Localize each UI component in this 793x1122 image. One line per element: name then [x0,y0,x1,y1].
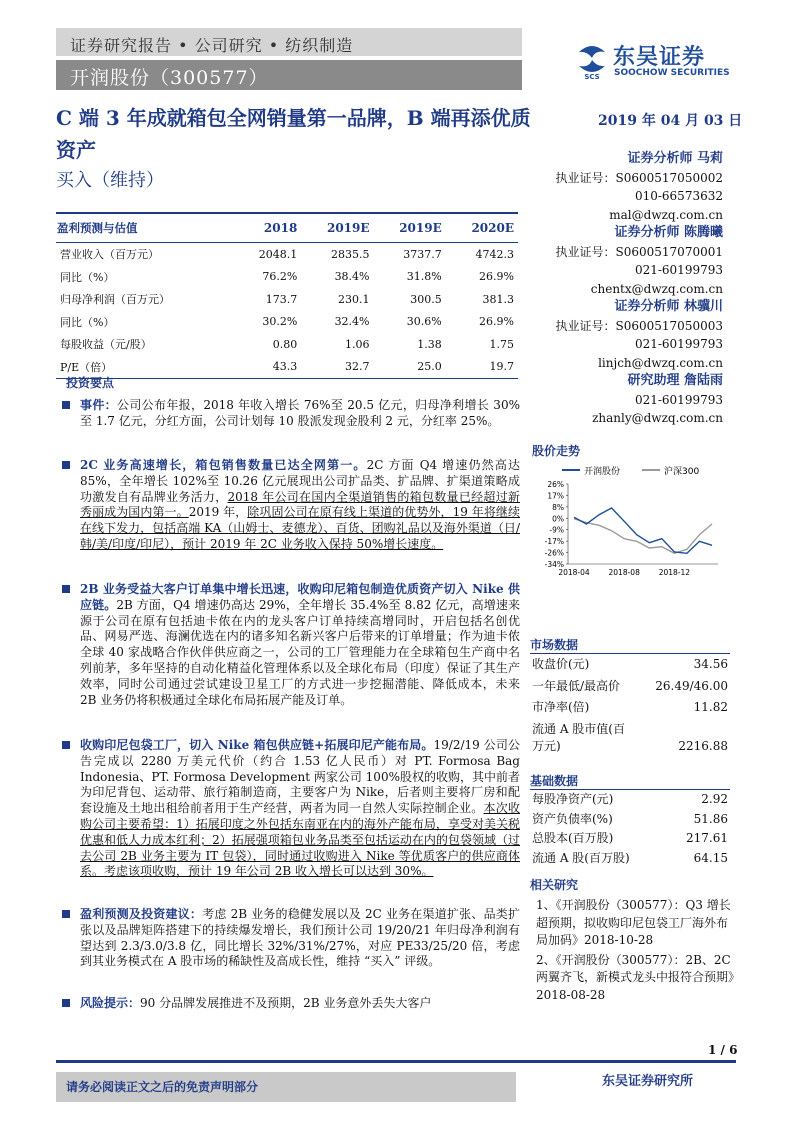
table-cell: 4742.3 [475,247,514,261]
analyst-role: 研究助理 詹陆雨 [627,373,723,388]
logo-cn-text: 东吴证券 [613,45,706,70]
table-cell: 同比（%） [60,315,115,329]
basic-data-table [530,789,730,868]
y-tick-label: -17% [544,537,564,547]
table-cell: 一年最低/最高价 [532,678,621,693]
table-cell: 26.9% [479,270,514,284]
bullet-text: 考虑 2B 业务的稳健发展以及 2C 业务在渠道扩张、品类扩张以及品牌矩阵搭建下的持续爆发增长，我们预计公司 19/20/21 年归母净利润有望达到 2.3/3.0/3.8 亿，同比增长 32%/31%/27%，对应 PE33/25/20 倍，考虑到其业务模式在 A 股市场的稀缺性及高成长性，维持 “买入” 评级。 [80,907,520,969]
table-cell: 11.82 [693,700,728,714]
bullet-heading: 风险提示： [80,996,141,1010]
market-data-table [530,653,730,758]
bullet-text: 2B 方面，Q4 增速仍高达 29%，全年增长 35.4%至 8.82 亿元，高增速来源于公司在原有包括迪卡侬在内的龙头客户订单持续高增同时，开启包括名创优品、网易严选、海澜优选在内的诸多知名新兴客户后带来的订单增量；作为迪卡侬全球 40 家战略合作伙伴供应商之一，公司的工厂管理能力在全球箱包生产商中名列前茅，多年坚持的自动化精益化管理体系以及全球化布局（印度）保证了其生产效率，同时公司通过尝试建设卫星工厂的方式进一步挖掘潜能、降低成本，未来 2B 业务仍将积极通过全球化布局拓展产能及订单。 [80,597,520,707]
table-cell: 流通 A 股市值(百万元) [532,721,625,753]
analyst-2 [540,224,723,298]
bullet-heading: 事件： [80,398,117,412]
analyst-phone: 021-60199793 [634,263,723,277]
table-cell: 25.0 [374,356,446,379]
logo-en-text: SOOCHOW SECURITIES [614,68,730,78]
table-row [56,243,518,266]
table-header-cell: 2019E [374,213,446,243]
bullet-event [62,398,520,430]
analyst-phone: 021-60199793 [634,337,723,351]
analyst-phone: 021-60199793 [634,392,723,407]
report-date: 2019 年 04 月 03 日 [598,113,743,129]
table-cell: 营业收入（百万元） [60,248,159,262]
investment-title: 投资要点 [66,376,115,390]
analyst-email[interactable]: zhanly@dwzq.com.cn [592,411,723,425]
table-row [530,719,730,758]
bullet-2b [62,582,520,708]
series-line-index [574,519,712,554]
analyst-email[interactable]: chentx@dwzq.com.cn [590,281,723,296]
footer-disclaimer[interactable]: 请务必阅读正文之后的免责声明部分 [66,1080,259,1094]
table-cell: 32.7 [301,356,373,379]
table-header-cell: 2019E [301,213,373,243]
table-row [530,654,730,676]
analyst-email[interactable]: linjch@dwzq.com.cn [598,355,723,370]
table-cell: 76.2% [262,270,298,284]
report-title: C 端 3 年成就箱包全网销量第一品牌，B 端再添优质资产 [56,106,531,162]
bullet-2c [62,458,520,553]
table-cell: 26.49/46.00 [655,678,728,693]
table-row [56,311,518,334]
table-cell: 217.61 [686,831,728,845]
table-cell: 30.2% [262,315,298,329]
company-name: 开润股份（300577） [70,67,269,89]
y-tick-label: 8% [552,502,564,512]
analyst-role: 证券分析师 林骥川 [614,299,723,314]
basic-data-title: 基础数据 [530,774,579,788]
bullet-underlined-text: 除巩固公司在原有线上渠道的优势外，19 年将继续在线下发力，包括高端 KA（山姆士、麦德龙）、百货、团购礼品以及海外渠道（日/韩/美/印度/印尼），预计 2019 年 2C 业务收入保持 50%增长速度。 [80,505,520,551]
table-cell: 300.5 [410,292,442,306]
related-research-title: 相关研究 [530,878,579,892]
related-research-link[interactable]: 2、《开润股份（300577）：2B、2C 两翼齐飞，新模式龙头中报符合预期》2018-08-28 [536,952,735,1002]
table-cell: 流通 A 股(百万股) [532,850,630,865]
table-cell: 31.8% [406,270,442,284]
table-header-cell: 盈利预测与估值 [56,213,235,243]
analyst-license: 执业证号：S0600517050002 [555,170,723,185]
table-cell: 26.9% [479,315,514,329]
table-cell: 总股本(百万股) [532,831,614,845]
x-tick-label: 2018-04 [558,568,590,577]
breadcrumb: 证券研究报告 • 公司研究 • 纺织制造 [70,36,354,55]
bullet-square-icon [62,741,70,749]
chart-title: 股价走势 [532,444,581,458]
table-cell: 1.38 [417,337,442,351]
bullet-risk [62,996,520,1012]
table-cell: 市净率(倍) [532,700,590,714]
table-row [530,829,730,849]
table-cell: 每股收益（元/股） [60,338,152,352]
bullet-heading: 2B 业务受益大客户订单集中增长迅速，收购印尼箱包制造优质资产切入 Nike 供应链。 [80,582,520,612]
table-cell: 2048.1 [258,247,298,261]
analyst-list [540,150,723,428]
analyst-email[interactable]: mal@dwzq.com.cn [609,207,723,222]
y-tick-label: 26% [547,480,564,489]
analyst-4 [540,372,723,428]
table-row [56,356,518,379]
footer-institute: 东吴证券研究所 [602,1074,694,1089]
table-header-row [56,213,518,243]
bullet-forecast [62,907,520,970]
table-header-cell: 2018 [235,213,301,243]
bullet-heading: 盈利预测及投资建议： [80,907,203,921]
bullet-heading: 2C 业务高速增长，箱包销售数量已达全网第一。 [80,458,367,472]
table-row [530,676,730,698]
bullet-square-icon [62,585,70,593]
y-tick-label: -26% [544,548,564,558]
bullet-heading: 收购印尼包袋工厂，切入 Nike 箱包供应链+拓展印尼产能布局。 [80,738,434,752]
footer-divider [56,1060,736,1063]
x-tick-label: 2018-12 [658,568,691,577]
table-row [56,266,518,289]
table-cell: 1.75 [489,337,514,351]
table-cell: 资产负债率(%) [532,811,613,826]
y-tick-label: 0% [552,514,564,524]
bullet-underlined-text: 本次收购公司主要希望：1）拓展印度之外包括东南亚在内的海外产能布局，享受对美关税优惠和低人力成本红利；2）拓展强项箱包业务品类至包括运动在内的包袋领域（过去公司 2B 业务主要为 IT 包袋），同时通过收购进入 Nike 等优质客户的供应商体系。考虑该项收购，预计 19 年公司 2B 收入增长可以达到 30%。 [80,801,520,879]
table-row [530,697,730,719]
bullet-square-icon [62,461,70,469]
y-tick-label: -34% [544,560,564,569]
table-cell: 64.15 [693,850,728,865]
rating: 买入（维持） [56,170,164,191]
bullet-square-icon [62,401,70,409]
table-cell: 每股净资产(元) [532,792,614,806]
analyst-role: 证券分析师 马莉 [627,151,723,166]
table-row [56,333,518,356]
table-cell: 30.6% [406,315,442,329]
table-cell: 收盘价(元) [532,657,590,671]
table-cell: 38.4% [334,270,370,284]
bullet-text: 19/2/19 公司公告完成以 2280 万美元代价（约合 1.53 亿人民币）对 PT. Formosa Bag Indonesia、PT. Formosa Development 两家公司 100%股权的收购，其中前者为印尼背包、运动带、旅行箱制造商，主要客户为 Nike，后者则主要将厂房和配套设施及土地出租给前者用于生产经营，两者为同一自然人实际控制企业。 [80,738,520,816]
page-number: 1 / 6 [708,1043,738,1057]
table-cell: 2216.88 [678,739,728,753]
table-header-cell: 2020E [446,213,518,243]
table-cell: 230.1 [338,292,370,306]
series-line-stock [574,508,712,553]
table-cell: 173.7 [265,292,298,306]
table-cell: 381.3 [482,292,514,306]
legend-label-stock: 开润股份 [584,467,621,477]
analyst-1 [540,150,723,224]
bullet-square-icon [62,910,70,918]
bullet-acquisition [62,738,520,880]
table-cell: P/E（倍） [56,356,235,379]
related-research-list [536,897,736,1006]
company-logo [573,40,753,84]
legend-label-index: 沪深300 [664,467,700,477]
analyst-license: 执业证号：S0600517070001 [555,244,723,259]
bullet-square-icon [62,999,70,1007]
analyst-license: 执业证号：S0600517050003 [555,318,723,333]
table-row [530,790,730,810]
table-cell: 43.3 [235,356,301,379]
logo-mark-text: SCS [584,73,600,80]
bullet-text: 90 分品牌发展推进不及预期，2B 业务意外丢失大客户 [140,996,432,1010]
bullet-text: 2019 年， [188,505,248,520]
table-cell: 51.86 [693,811,728,826]
table-cell: 归母净利润（百万元） [60,293,170,307]
forecast-table [56,212,518,379]
table-cell: 34.56 [693,657,728,671]
bullet-text: 2C 方面 Q4 增速仍然高达 85%，全年增长 102%至 10.26 亿元展现出公司扩品类、扩品牌、扩渠道策略成功激发自有品牌业务活力， [80,458,520,504]
x-tick-label: 2018-08 [608,568,640,577]
analyst-phone: 010-66573632 [634,189,723,203]
bullet-text: 公司公布年报，2018 年收入增长 76%至 20.5 亿元，归母净利增长 30%至 1.7 亿元，分红方面，公司计划每 10 股派发现金股利 2 元，分红率 25%。 [80,398,520,428]
table-cell: 2.92 [701,792,728,806]
logo-mark-icon [573,42,611,80]
related-research-link[interactable]: 1、《开润股份（300577）：Q3 增长超预期，拟收购印尼包袋工厂海外布局加码》2018-10-28 [536,898,731,947]
table-cell: 1.06 [345,337,370,351]
y-tick-label: 17% [547,491,564,501]
table-cell: 2835.5 [331,247,370,261]
table-row [530,810,730,830]
analyst-role: 证券分析师 陈腾曦 [614,225,723,240]
table-row [56,288,518,311]
stock-price-chart [534,462,738,578]
table-cell: 32.4% [334,315,370,329]
analyst-3 [540,298,723,372]
market-data-title: 市场数据 [530,638,579,652]
table-cell: 19.7 [446,356,518,379]
table-row [530,849,730,869]
table-cell: 0.80 [272,337,298,351]
y-tick-label: -9% [549,525,564,535]
table-cell: 3737.7 [403,247,442,261]
table-cell: 同比（%） [60,270,115,284]
bullet-underlined-text: 2018 年公司在国内全渠道销售的箱包数量已经超过新秀丽成为国内第一。 [80,489,520,520]
